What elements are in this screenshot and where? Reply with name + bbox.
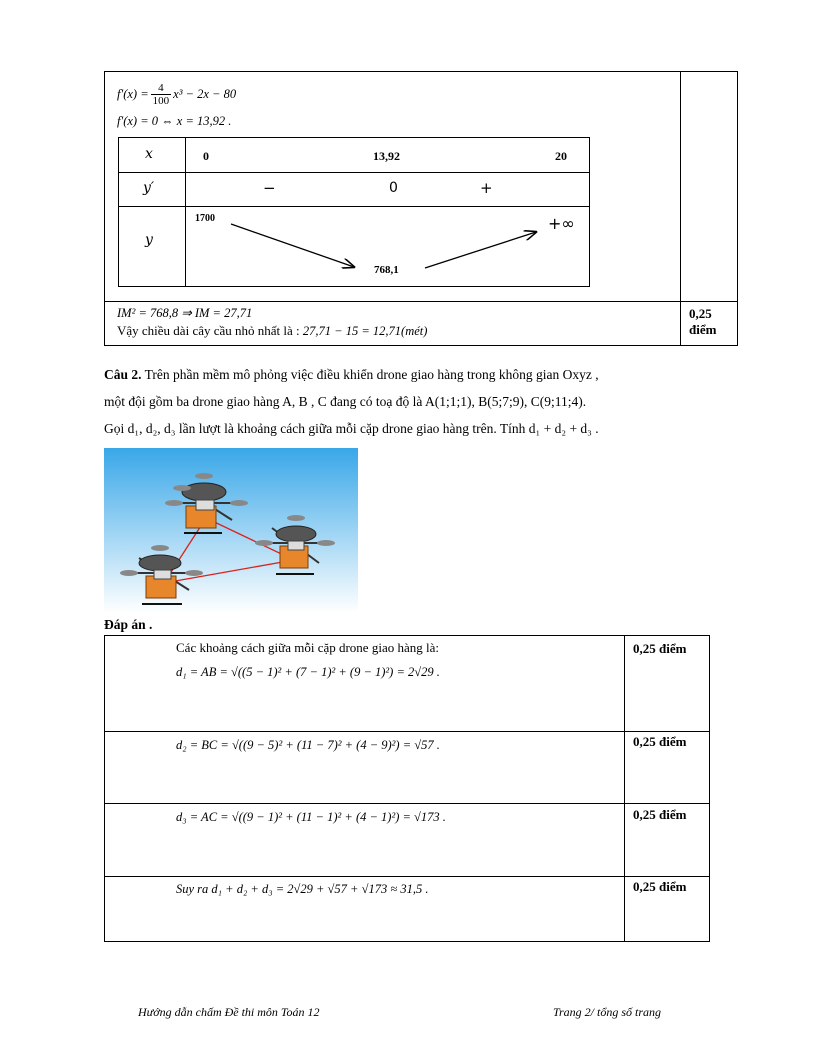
answer-score-1: 0,25 điểm <box>633 641 687 656</box>
question-label: Câu 2. <box>104 367 142 382</box>
footer-left: Hướng dẫn chấm Đề thi môn Toán 12 <box>138 1005 320 1019</box>
answer-formula-d1: d₁ = AB = √((5 − 1)² + (7 − 1)² + (9 − 1)²) = 2√29 . <box>176 665 440 679</box>
y-start-value: 1700 <box>195 213 215 224</box>
conclusion-line <box>117 323 427 339</box>
derivative-lhs: f′(x) = <box>117 87 149 101</box>
footer-right: Trang 2/ tổng số trang <box>553 1005 662 1019</box>
question-line-2: một đội gồm ba drone giao hàng A, B , C đang có toạ độ là A(1;1;1), B(5;7;9), C(9;11;4). <box>104 394 587 409</box>
result-line: IM² = 768,8 ⇒ IM = 27,71 <box>117 306 253 320</box>
answer-heading: Đáp án . <box>104 617 153 632</box>
conclusion-text: Vậy chiều dài cây cầu nhỏ nhất là : <box>117 323 300 338</box>
yprime-label: y′ <box>143 180 155 196</box>
x-label: x <box>145 146 153 162</box>
drone-illustration <box>104 448 358 613</box>
answer-row-line <box>104 876 710 877</box>
root-equation: f′(x) = 0 ⇔ x = 13,92 . <box>117 114 232 128</box>
score-unit: điểm <box>689 322 717 337</box>
conclusion-value: 27,71 − 15 = 12,71(mét) <box>302 324 428 338</box>
y-min-value: 768,1 <box>374 264 399 276</box>
question-line-3: Gọi d₁, d₂, d₃ lần lượt là khoảng cách giữa mỗi cặp drone giao hàng trên. Tính d₁ + d₂ + d₃ . <box>104 421 599 436</box>
variation-row-line <box>118 172 590 173</box>
fraction-numerator: 4 <box>158 82 164 94</box>
answer-formula-sum: Suy ra d₁ + d₂ + d₃ = 2√29 + √57 + √173 ≈ 31,5 . <box>176 882 429 896</box>
answer-intro: Các khoảng cách giữa mỗi cặp drone giao hàng là: <box>176 640 439 655</box>
answer-score-3: 0,25 điểm <box>633 807 687 822</box>
y-end-value: +∞ <box>548 214 575 233</box>
y-label: y <box>145 232 153 248</box>
question-line-1 <box>104 367 599 383</box>
x-value-critical: 13,92 <box>373 149 400 163</box>
variation-arrows <box>118 206 590 287</box>
derivative-formula <box>117 82 236 107</box>
answer-score-divider <box>624 635 625 942</box>
answer-score-2: 0,25 điểm <box>633 734 687 749</box>
answer-score-4: 0,25 điểm <box>633 879 687 894</box>
answer-row-line <box>104 803 710 804</box>
score-column-divider <box>680 71 681 346</box>
fraction <box>151 82 172 107</box>
row-divider <box>104 301 738 302</box>
answer-formula-d3: d₃ = AC = √((9 − 1)² + (11 − 1)² + (4 − 1)²) = √173 . <box>176 810 446 824</box>
sign-negative: − <box>263 179 276 197</box>
x-value-end: 20 <box>555 149 567 163</box>
sign-zero: 0 <box>389 180 398 196</box>
score-value: 0,25 <box>689 306 712 321</box>
answer-formula-d2: d₂ = BC = √((9 − 5)² + (11 − 7)² + (4 − 9)²) = √57 . <box>176 738 440 752</box>
decreasing-arrow <box>231 224 354 267</box>
x-value-start: 0 <box>203 149 209 163</box>
question-text-1: Trên phần mềm mô phỏng việc điều khiển drone giao hàng trong không gian Oxyz , <box>144 367 599 382</box>
answer-row-line <box>104 731 710 732</box>
fraction-denominator: 100 <box>152 95 170 107</box>
increasing-arrow <box>425 232 536 268</box>
sign-positive: + <box>480 179 493 197</box>
derivative-rest: x³ − 2x − 80 <box>173 87 237 101</box>
